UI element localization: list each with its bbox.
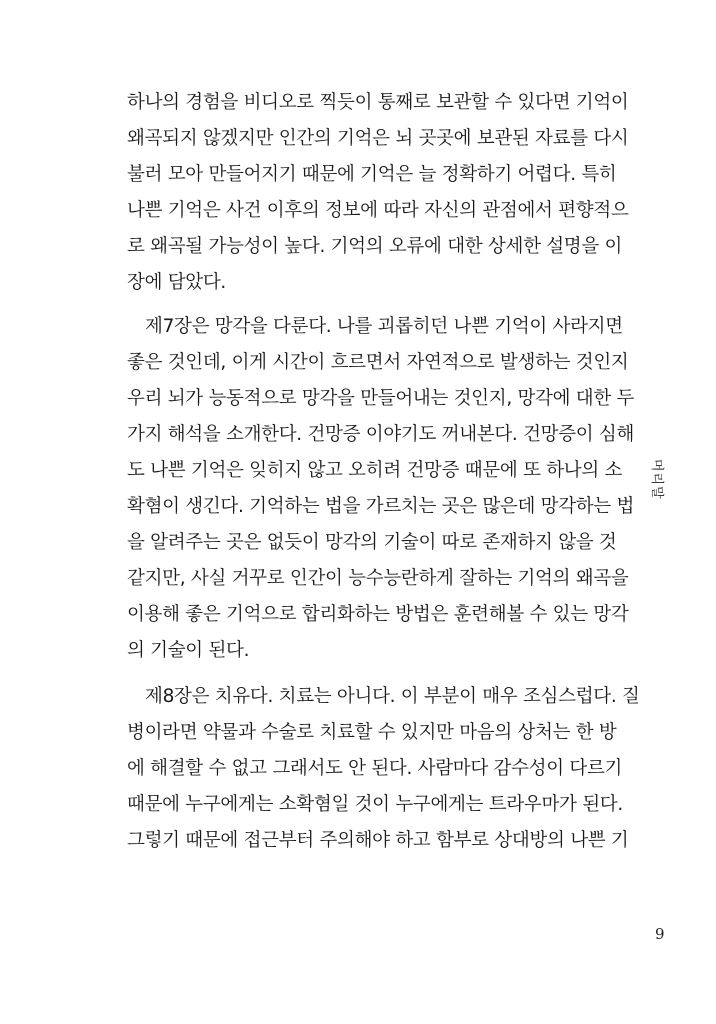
text-line: 가지 해석을 소개한다. 건망증 이야기도 꺼내본다. 건망증이 심해	[127, 424, 635, 445]
text-line: 좋은 것인데, 이게 시간이 흐르면서 자연적으로 발생하는 것인지	[127, 352, 629, 373]
paragraph-chapter-8	[127, 679, 640, 859]
text-line: 그렇기 때문에 접근부터 주의해야 하고 함부로 상대방의 나쁜 기	[127, 830, 629, 851]
text-line: 의 기술이 된다.	[127, 640, 250, 661]
running-head: 머리말	[649, 459, 664, 500]
text-line: 우리 뇌가 능동적으로 망각을 만들어내는 것인지, 망각에 대한 두	[127, 388, 635, 409]
text-line: 왜곡되지 않겠지만 인간의 기억은 뇌 곳곳에 보관된 자료를 다시	[127, 128, 629, 149]
text-line: 장에 담았다.	[127, 272, 227, 293]
text-line: 을 알려주는 곳은 없듯이 망각의 기술이 따로 존재하지 않을 것	[127, 532, 617, 553]
text-line: 로 왜곡될 가능성이 높다. 기억의 오류에 대한 상세한 설명을 이	[127, 236, 623, 257]
paragraph-chapter-7	[127, 309, 635, 669]
text-line: 에 해결할 수 없고 그래서도 안 된다. 사람마다 감수성이 다르기	[127, 758, 623, 779]
page-number: 9	[655, 925, 665, 943]
text-line: 확혐이 생긴다. 기억하는 법을 가르치는 곳은 많은데 망각하는 법	[127, 496, 635, 517]
paragraph-memory-distortion	[127, 85, 629, 301]
text-line: 병이라면 약물과 수술로 치료할 수 있지만 마음의 상처는 한 방	[127, 722, 617, 743]
text-line: 때문에 누구에게는 소확혐일 것이 누구에게는 트라우마가 된다.	[127, 794, 623, 815]
text-line: 나쁜 기억은 사건 이후의 정보에 따라 자신의 관점에서 편향적으	[127, 200, 629, 221]
text-line: 제8장은 치유다. 치료는 아니다. 이 부분이 매우 조심스럽다. 질	[145, 686, 640, 707]
text-line: 같지만, 사실 거꾸로 인간이 능수능란하게 잘하는 기억의 왜곡을	[127, 568, 629, 589]
text-line: 제7장은 망각을 다룬다. 나를 괴롭히던 나쁜 기억이 사라지면	[145, 316, 623, 337]
text-line: 하나의 경험을 비디오로 찍듯이 통째로 보관할 수 있다면 기억이	[127, 92, 629, 113]
text-line: 불러 모아 만들어지기 때문에 기억은 늘 정확하기 어렵다. 특히	[127, 164, 617, 185]
text-line: 도 나쁜 기억은 잊히지 않고 오히려 건망증 때문에 또 하나의 소	[127, 460, 623, 481]
text-line: 이용해 좋은 기억으로 합리화하는 방법은 훈련해볼 수 있는 망각	[127, 604, 629, 625]
